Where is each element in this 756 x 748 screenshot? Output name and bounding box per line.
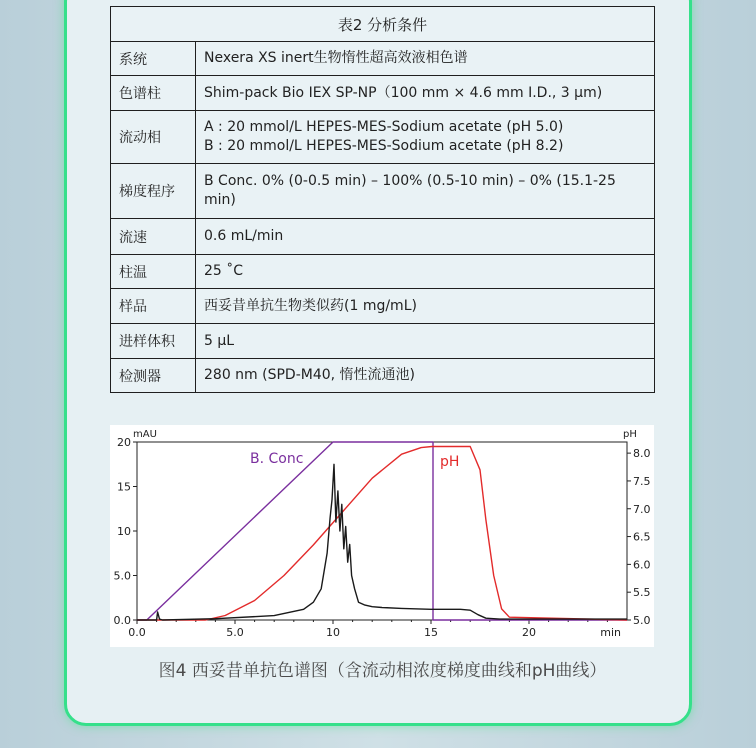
condition-value — [196, 76, 655, 111]
table-row — [111, 359, 655, 393]
y2-tick-label: 6.0 — [633, 558, 651, 572]
table-header-row — [111, 7, 655, 42]
figure-caption: 图4 西妥昔单抗色谱图（含流动相浓度梯度曲线和pH曲线） — [158, 661, 607, 681]
condition-value-line: 280 nm (SPD-M40, 惰性流通池) — [204, 367, 416, 383]
y-axis-label: mAU — [133, 429, 157, 440]
x-tick-label: 5.0 — [226, 626, 244, 639]
chromatogram-chart — [110, 425, 654, 647]
y-tick-label: 20 — [117, 436, 131, 449]
table-row — [111, 219, 655, 255]
x-tick-label: 0.0 — [128, 626, 146, 639]
table-row — [111, 42, 655, 76]
condition-value-line: 5 µL — [204, 332, 235, 349]
x-axis-label: min — [600, 626, 621, 639]
condition-value-line: Nexera XS inert生物惰性超高效液相色谱 — [204, 50, 468, 66]
series-annotation: B. Conc — [250, 451, 304, 467]
condition-value — [196, 42, 655, 76]
x-tick-label: 15 — [424, 626, 438, 639]
condition-value-line: 西妥昔单抗生物类似药(1 mg/mL) — [204, 297, 417, 314]
series-line-b-conc — [137, 442, 627, 620]
y-tick-label: 0.0 — [113, 614, 131, 627]
table-row — [111, 164, 655, 219]
y2-axis-label: pH — [623, 429, 637, 440]
series-line-mau — [137, 464, 627, 620]
condition-value — [196, 324, 655, 359]
condition-label: 柱温 — [111, 255, 196, 289]
condition-value-line: B : 20 mmol/L HEPES-MES-Sodium acetate (pH 8.2) — [204, 138, 564, 154]
x-tick-label: 10 — [326, 626, 340, 639]
table-row — [111, 111, 655, 164]
condition-label: 系统 — [111, 42, 196, 76]
condition-value-line: A : 20 mmol/L HEPES-MES-Sodium acetate (pH 5.0) — [204, 119, 564, 135]
condition-value-line: 25 ˚C — [204, 263, 244, 279]
table-title: 表2 分析条件 — [111, 7, 655, 42]
condition-value — [196, 219, 655, 255]
table-row — [111, 76, 655, 111]
table-row — [111, 289, 655, 324]
chromatogram-svg — [110, 425, 654, 647]
condition-value-line: B Conc. 0% (0-0.5 min) – 100% (0.5-10 min) – 0% (15.1-25 min) — [204, 173, 616, 208]
y2-tick-label: 7.5 — [633, 474, 651, 488]
series-annotation: pH — [440, 454, 460, 470]
condition-value — [196, 289, 655, 324]
y-tick-label: 15 — [117, 480, 131, 494]
condition-label: 色谱柱 — [111, 76, 196, 111]
condition-value — [196, 359, 655, 393]
condition-label: 检测器 — [111, 359, 196, 393]
condition-value-line: Shim-pack Bio IEX SP-NP（100 mm × 4.6 mm I.D., 3 µm) — [204, 84, 603, 101]
y2-tick-label: 6.5 — [633, 530, 651, 544]
y2-tick-label: 7.0 — [633, 502, 651, 516]
condition-label: 流速 — [111, 219, 196, 255]
analysis-conditions-table — [110, 6, 655, 393]
condition-value-line: 0.6 mL/min — [204, 228, 284, 244]
y2-tick-label: 8.0 — [633, 447, 651, 461]
table-row — [111, 324, 655, 359]
y2-tick-label: 5.0 — [633, 614, 651, 627]
x-tick-label: 20 — [522, 626, 536, 639]
series-line-ph — [137, 447, 627, 621]
y-tick-label: 5.0 — [113, 569, 131, 583]
condition-label: 进样体积 — [111, 324, 196, 359]
y-tick-label: 10 — [117, 525, 131, 538]
condition-label: 梯度程序 — [111, 164, 196, 219]
condition-value — [196, 164, 655, 219]
table-row — [111, 255, 655, 289]
condition-label: 样品 — [111, 289, 196, 324]
y2-tick-label: 5.5 — [633, 586, 651, 600]
condition-value — [196, 255, 655, 289]
condition-value — [196, 111, 655, 164]
plot-frame — [137, 442, 627, 620]
condition-label: 流动相 — [111, 111, 196, 164]
